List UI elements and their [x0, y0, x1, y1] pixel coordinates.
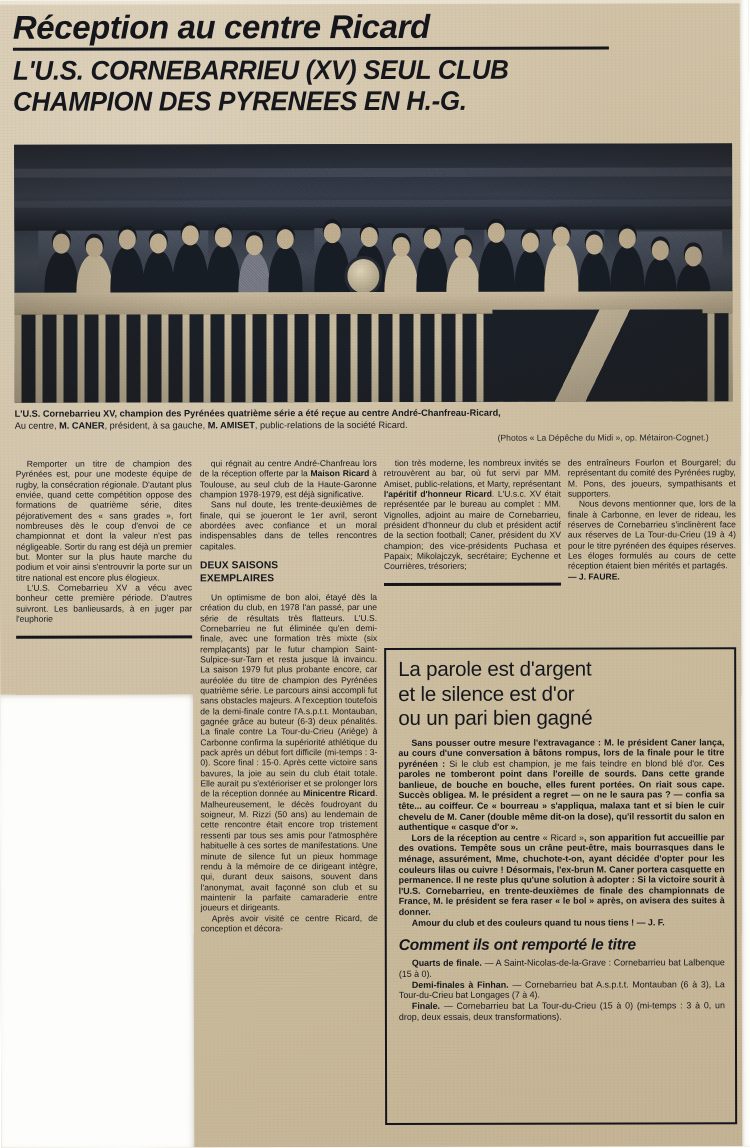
result-text: — Cornebarrieu bat La Tour-du-Crieu (15 à 0) (mi-temps : 3 à 0, un drop, deux essais, deux transformations). — [398, 1000, 725, 1022]
result-quarter-final — [399, 957, 725, 979]
paper-cut-bottom-left — [0, 694, 194, 1147]
sidebar-headline-line-1: La parole est d'argent — [398, 657, 592, 681]
paragraph: Amour du club et des couleurs quand tu nous tiens ! — J. F. — [411, 916, 665, 928]
caption-amiset-name: M. AMISET — [207, 419, 255, 430]
result-label: Quarts de finale. — [411, 957, 482, 969]
masthead — [13, 7, 633, 117]
text-run: Sans pousser outre mesure l'extravagance : M. le président Caner lança, au cours d'une conversation à bâtons rompus, lors de la finale pour le titre pyrénéen : — [398, 736, 725, 769]
results-list — [399, 957, 725, 1022]
paragraph — [200, 458, 377, 500]
paper-top-edge — [0, 0, 749, 5]
caption-prefix: Au centre, — [14, 420, 60, 431]
byline: — J. FAURE. — [567, 571, 620, 582]
result-semi-final — [399, 979, 725, 1001]
paragraph — [384, 458, 561, 572]
sidebar-headline-line-3: ou un pari bien gagné — [398, 706, 593, 730]
aperitif-ricard-mention: l'apéritif d'honneur Ricard — [383, 488, 492, 500]
column-end-rule — [384, 582, 561, 585]
text-run: , son apparition fut accueillie par des ovations. Tempête sous un crâne peut-être, mais bourrasques dans le ménage, assurément, Mme, chuchote-t-on, ayant décidée d'opter pour les couleurs lilas ou cuivre ! Désormais, l'ex-brun M. Caner portera casquette en permanence. Il ne reste plus qu'une solution à adopter : Si la victoire sourit à l'U.S. Cornebarrieu, en trente-deuxièmes de finale des championnats de France, M. le président se fera raser « le bol » après, on avisera des suites à donner. — [398, 832, 725, 917]
headline-line-2: CHAMPION DES PYRENEES EN H.-G. — [12, 85, 467, 117]
caption-mid: , président, à sa gauche, — [104, 419, 208, 431]
paragraph — [398, 737, 724, 833]
paragraph: des entraîneurs Fourlon et Bourgarel; du représentant du comité des Pyrénées rugby, M. Pons, des joueurs, sympathisants et supporters. — [567, 457, 736, 499]
body-column-3 — [384, 458, 561, 586]
caption-suffix: , public-relations de la société Ricard. — [254, 419, 408, 430]
text-run: Ces paroles ne tomberont point dans l'oreille de sourds. Dans cette grande banlieue, de bouche en bouche, elles furent portées. On riait sous cape. Succès obligea. M. le président a regret — on ne le saura pas ? — confia sa tête... au coiffeur. Ce « bourreau » s'appliqua, malaxa tant et si bien le cuir chevelu de M. Caner (double même dit-on la dose), qu'il ressortit du salon en authentique « casque d'or ». — [398, 757, 725, 833]
column-end-rule — [16, 635, 192, 638]
quoted-speech: Si le club est champion, je me fais teindre en blond blé d'or. — [449, 757, 704, 769]
paragraph: Sans nul doute, les trente-deuxièmes de finale, qui se joueront le 1er avril, seront abordées avec confiance et un moral indispensables dans de telles rencontres capitales. — [199, 499, 377, 552]
caption-president-name: M. CANER — [59, 420, 105, 431]
sidebar-headline-line-2: et le silence est d'or — [398, 682, 575, 706]
paragraph — [399, 832, 725, 917]
photo-credit: (Photos « La Dépêche du Midi », op. Métairon-Cognet.) — [497, 432, 709, 443]
text-run: qui régnait au centre André-Chanfreau lors de la réception offerte par la — [199, 457, 377, 479]
subheading-line-1: DEUX SAISONS — [199, 560, 279, 572]
text-run: Lors de la réception au centre — [411, 832, 543, 843]
caption-line-1: L'U.S. Cornebarrieu XV, champion des Pyrénées quatrième série a été reçue au centre André-Chanfreau-Ricard, — [14, 407, 501, 419]
paragraph: Remporter un titre de champion des Pyrénées est, pour une modeste équipe de rugby, la consécration régionale. D'autant plus enviée, quand cette compétition oppose des formations de quatrième série, dites péjorativement des « sans grades », fort nombreuses dès le coup d'envoi de ce championnat et dont la valeur n'est pas négligeable. Sortir du rang est déjà un premier but. Monter sur la plus haute marche du podium et voir ainsi s'entrouvrir la porte sur un titre national est encore plus élogieux. — [15, 458, 192, 583]
kicker-underline — [13, 47, 609, 51]
text-run: tion très moderne, les nombreux invités se retrouvèrent au bar, où fut servi par MM. Amiset, public-relations, et Marty, représentant — [383, 457, 561, 489]
text-run: Un optimisme de bon aloi, étayé dès la création du club, en 1978 l'an passé, par une série de résultats très flatteurs. L'U.S. Cornebarrieu ne fut éliminée qu'en demi-finale, avec une formation très mixte (six remplaçants) par le futur champion Saint-Sulpice-sur-Tarn et resta jusque là invaincu. La saison 1979 fut plus probante encore, car auréolée du titre de champion des Pyrénées quatrième série. Le parcours ainsi accompli fut sans obstacles majeurs. A l'exception toutefois de la demi-finale contre l'A.s.p.t.t. Montauban, gagnée grâce au buteur (6-3) deux pénalités. La finale contre La Tour-du-Crieu (Ariège) à Carbonne confirma la supériorité athlétique du pack après un début fort difficile (mi-temps : 3-0). Score final : 15-0. Après cette victoire sans bavures, la joie au sein du club était totale. Elle aurait pu s'extérioriser et se prolonger lors de la réception donnée au — [200, 591, 378, 799]
body-column-1 — [16, 458, 192, 638]
result-label: Demi-finales à Finhan. — [411, 979, 509, 990]
result-text: — A Saint-Nicolas-de-la-Grave : Cornebarrieu bat Lalbenque (15 à 0). — [398, 957, 725, 979]
maison-ricard-mention: Maison Ricard — [310, 468, 370, 479]
text-run: à Toulouse, au seul club de la Haute-Garonne champion 1978-1979, est déjà significative. — [199, 468, 377, 500]
paragraph: L'U.S. Cornebarrieu XV a vécu avec bonheur cette première période. D'autres suivront. Les banlieusards, à en juger par l'euphorie — [16, 582, 193, 624]
photo-vignette — [14, 143, 733, 403]
photo-caption — [15, 407, 733, 445]
minicentre-ricard-mention: Minicentre Ricard — [303, 788, 376, 799]
results-heading: Comment ils ont remporté le titre — [398, 936, 636, 955]
ricard-quoted-name: « Ricard » — [542, 832, 584, 843]
article-kicker: Réception au centre Ricard — [12, 7, 430, 46]
paragraph: Nous devons mentionner que, lors de la finale à Carbonne, en lever de rideau, les réserves de Cornebarrieu s'inclinèrent face aux réserves de La Tour-du-Crieu (19 à 4) pour le titre pyrénéen des équipes réserves. Les éloges formulés au cours de cette réception étaient bien mérités et partagés. — [567, 498, 736, 572]
result-label: Finale. — [411, 1000, 441, 1011]
paragraph — [200, 592, 378, 913]
body-column-4 — [568, 457, 736, 581]
text-run: . L'U.s.c. XV était représentée par le bureau au complet : MM. Vignolles, adjoint au maire de Cornebarrieu, président d'honneur du club et président actif de la section football; Caner, président du XV champion; des vice-présidents Puchasa et Papaix; Mikolajczyk, secrétaire; Eychenne et Courrières, trésoriers; — [383, 488, 561, 572]
result-final — [399, 1000, 725, 1022]
subheading-line-2: EXEMPLAIRES — [199, 572, 275, 584]
result-text: — Cornebarrieu bat A.s.p.t.t. Montauban (6 à 3), La Tour-du-Crieu bat Longages (7 à 4). — [398, 978, 725, 1001]
team-photo — [14, 143, 733, 403]
paper-right-margin — [740, 0, 750, 1146]
body-column-2 — [200, 458, 378, 934]
caption-line-2 — [15, 419, 733, 432]
sidebar-body — [398, 737, 724, 928]
headline-line-1: L'U.S. CORNEBARRIEU (XV) SEUL CLUB — [12, 54, 509, 86]
sidebar-article-box — [384, 647, 737, 1125]
paragraph: Après avoir visité ce centre Ricard, de conception et décora- — [200, 912, 378, 934]
text-run: . Malheureusement, le décès foudroyant du soigneur, M. Rizzi (50 ans) au lendemain de cette rencontre était encore trop tristement ressenti par tous ses amis pour l'atmosphère habituelle à ces sortes de manifestations. Une minute de silence fut un pieux hommage rendu à la mémoire de ce dirigeant intègre, qui, durant deux saisons, souvent dans l'anonymat, avait façonné son club et su maintenir la parfaite camaraderie entre joueurs et dirigeants. — [200, 788, 378, 913]
